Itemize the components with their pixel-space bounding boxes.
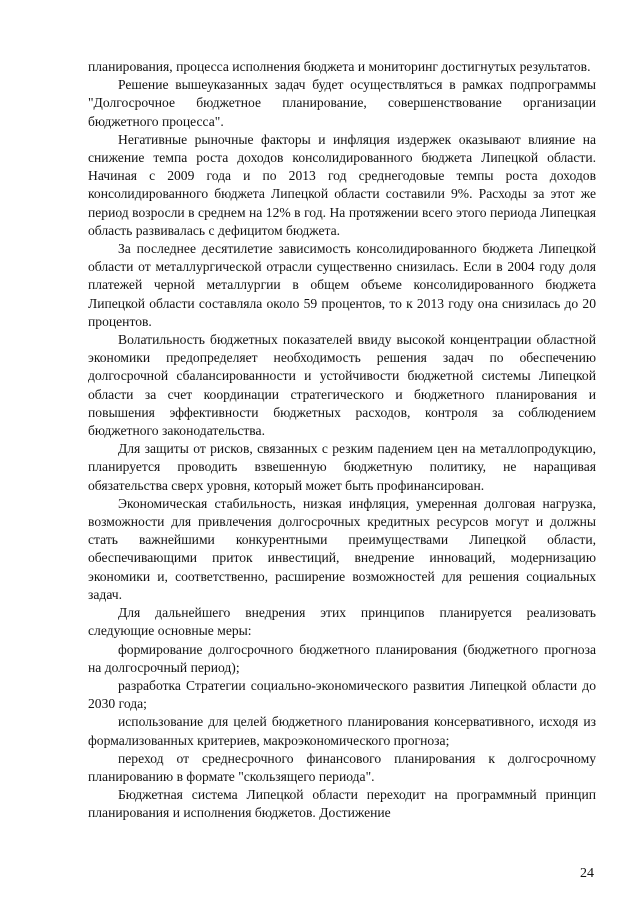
measure-item: формирование долгосрочного бюджетного планирования (бюджетного прогноза на долгосрочный период);	[88, 641, 596, 675]
measure-item: разработка Стратегии социально-экономического развития Липецкой области до 2030 года;	[88, 677, 596, 712]
paragraph-risk-protection: Для защиты от рисков, связанных с резким падением цен на металлопродукцию, планируется проводить взвешенную бюджетную политику, не наращивая обязательства сверх уровня, который может быть профинансирован.	[88, 441, 596, 493]
paragraph-market-factors: Негативные рыночные факторы и инфляция издержек оказывают влияние на снижение темпа роста доходов консолидированного бюджета Липецкой области. Начиная с 2009 года и по 2013 год среднегодовые темпы роста доходов консолидированного бюджета Липецкой области составили 9%. Расходы за этот же период возросли в среднем на 12% в год. На протяжении всего этого периода Липецкая область развивалась с дефицитом бюджета.	[88, 131, 596, 238]
measure-item: использование для целей бюджетного планирования консервативного, исходя из формализованных критериев, макроэкономического прогноза;	[88, 714, 596, 748]
paragraph-program-principle: Бюджетная система Липецкой области переходит на программный принцип планирования и исполнения бюджетов. Достижение	[88, 787, 596, 821]
paragraph-volatility: Волатильность бюджетных показателей ввиду высокой концентрации областной экономики предопределяет необходимость решения задач по обеспечению долгосрочной сбалансированности и устойчивости бюджетной системы Липецкой области за счет координации стратегического и бюджетного планирования и повышения эффективности бюджетных расходов, контроля за соблюдением бюджетного законодательства.	[88, 332, 596, 439]
paragraph-continuation: планирования, процесса исполнения бюджета и мониторинг достигнутых результатов.	[88, 59, 591, 74]
page-body	[88, 58, 596, 823]
paragraph-economic-stability: Экономическая стабильность, низкая инфляция, умеренная долговая нагрузка, возможности для привлечения долгосрочных кредитных ресурсов могут и должны стать важнейшими конкурентными преимуществами Липецкой области, обеспечивающими приток инвестиций, внедрение инноваций, модернизацию экономики и, соответственно, расширение возможностей для решения социальных задач.	[88, 495, 596, 602]
measure-item: переход от среднесрочного финансового планирования к долгосрочному планированию в формате "скользящего периода".	[88, 750, 596, 784]
page-number: 24	[580, 866, 594, 881]
paragraph-measures-intro: Для дальнейшего внедрения этих принципов планируется реализовать следующие основные меры:	[88, 605, 596, 639]
paragraph-metallurgy-dependence: За последнее десятилетие зависимость консолидированного бюджета Липецкой области от металлургической отрасли существенно снизилась. Если в 2004 году доля платежей черной металлургии в общем объеме консолидированного бюджета Липецкой области составляла около 59 процентов, то к 2013 году она снизилась до 20 процентов.	[88, 241, 596, 329]
paragraph-subprogram: Решение вышеуказанных задач будет осуществляться в рамках подпрограммы "Долгосрочное бюджетное планирование, совершенствование организации бюджетного процесса".	[88, 77, 596, 129]
